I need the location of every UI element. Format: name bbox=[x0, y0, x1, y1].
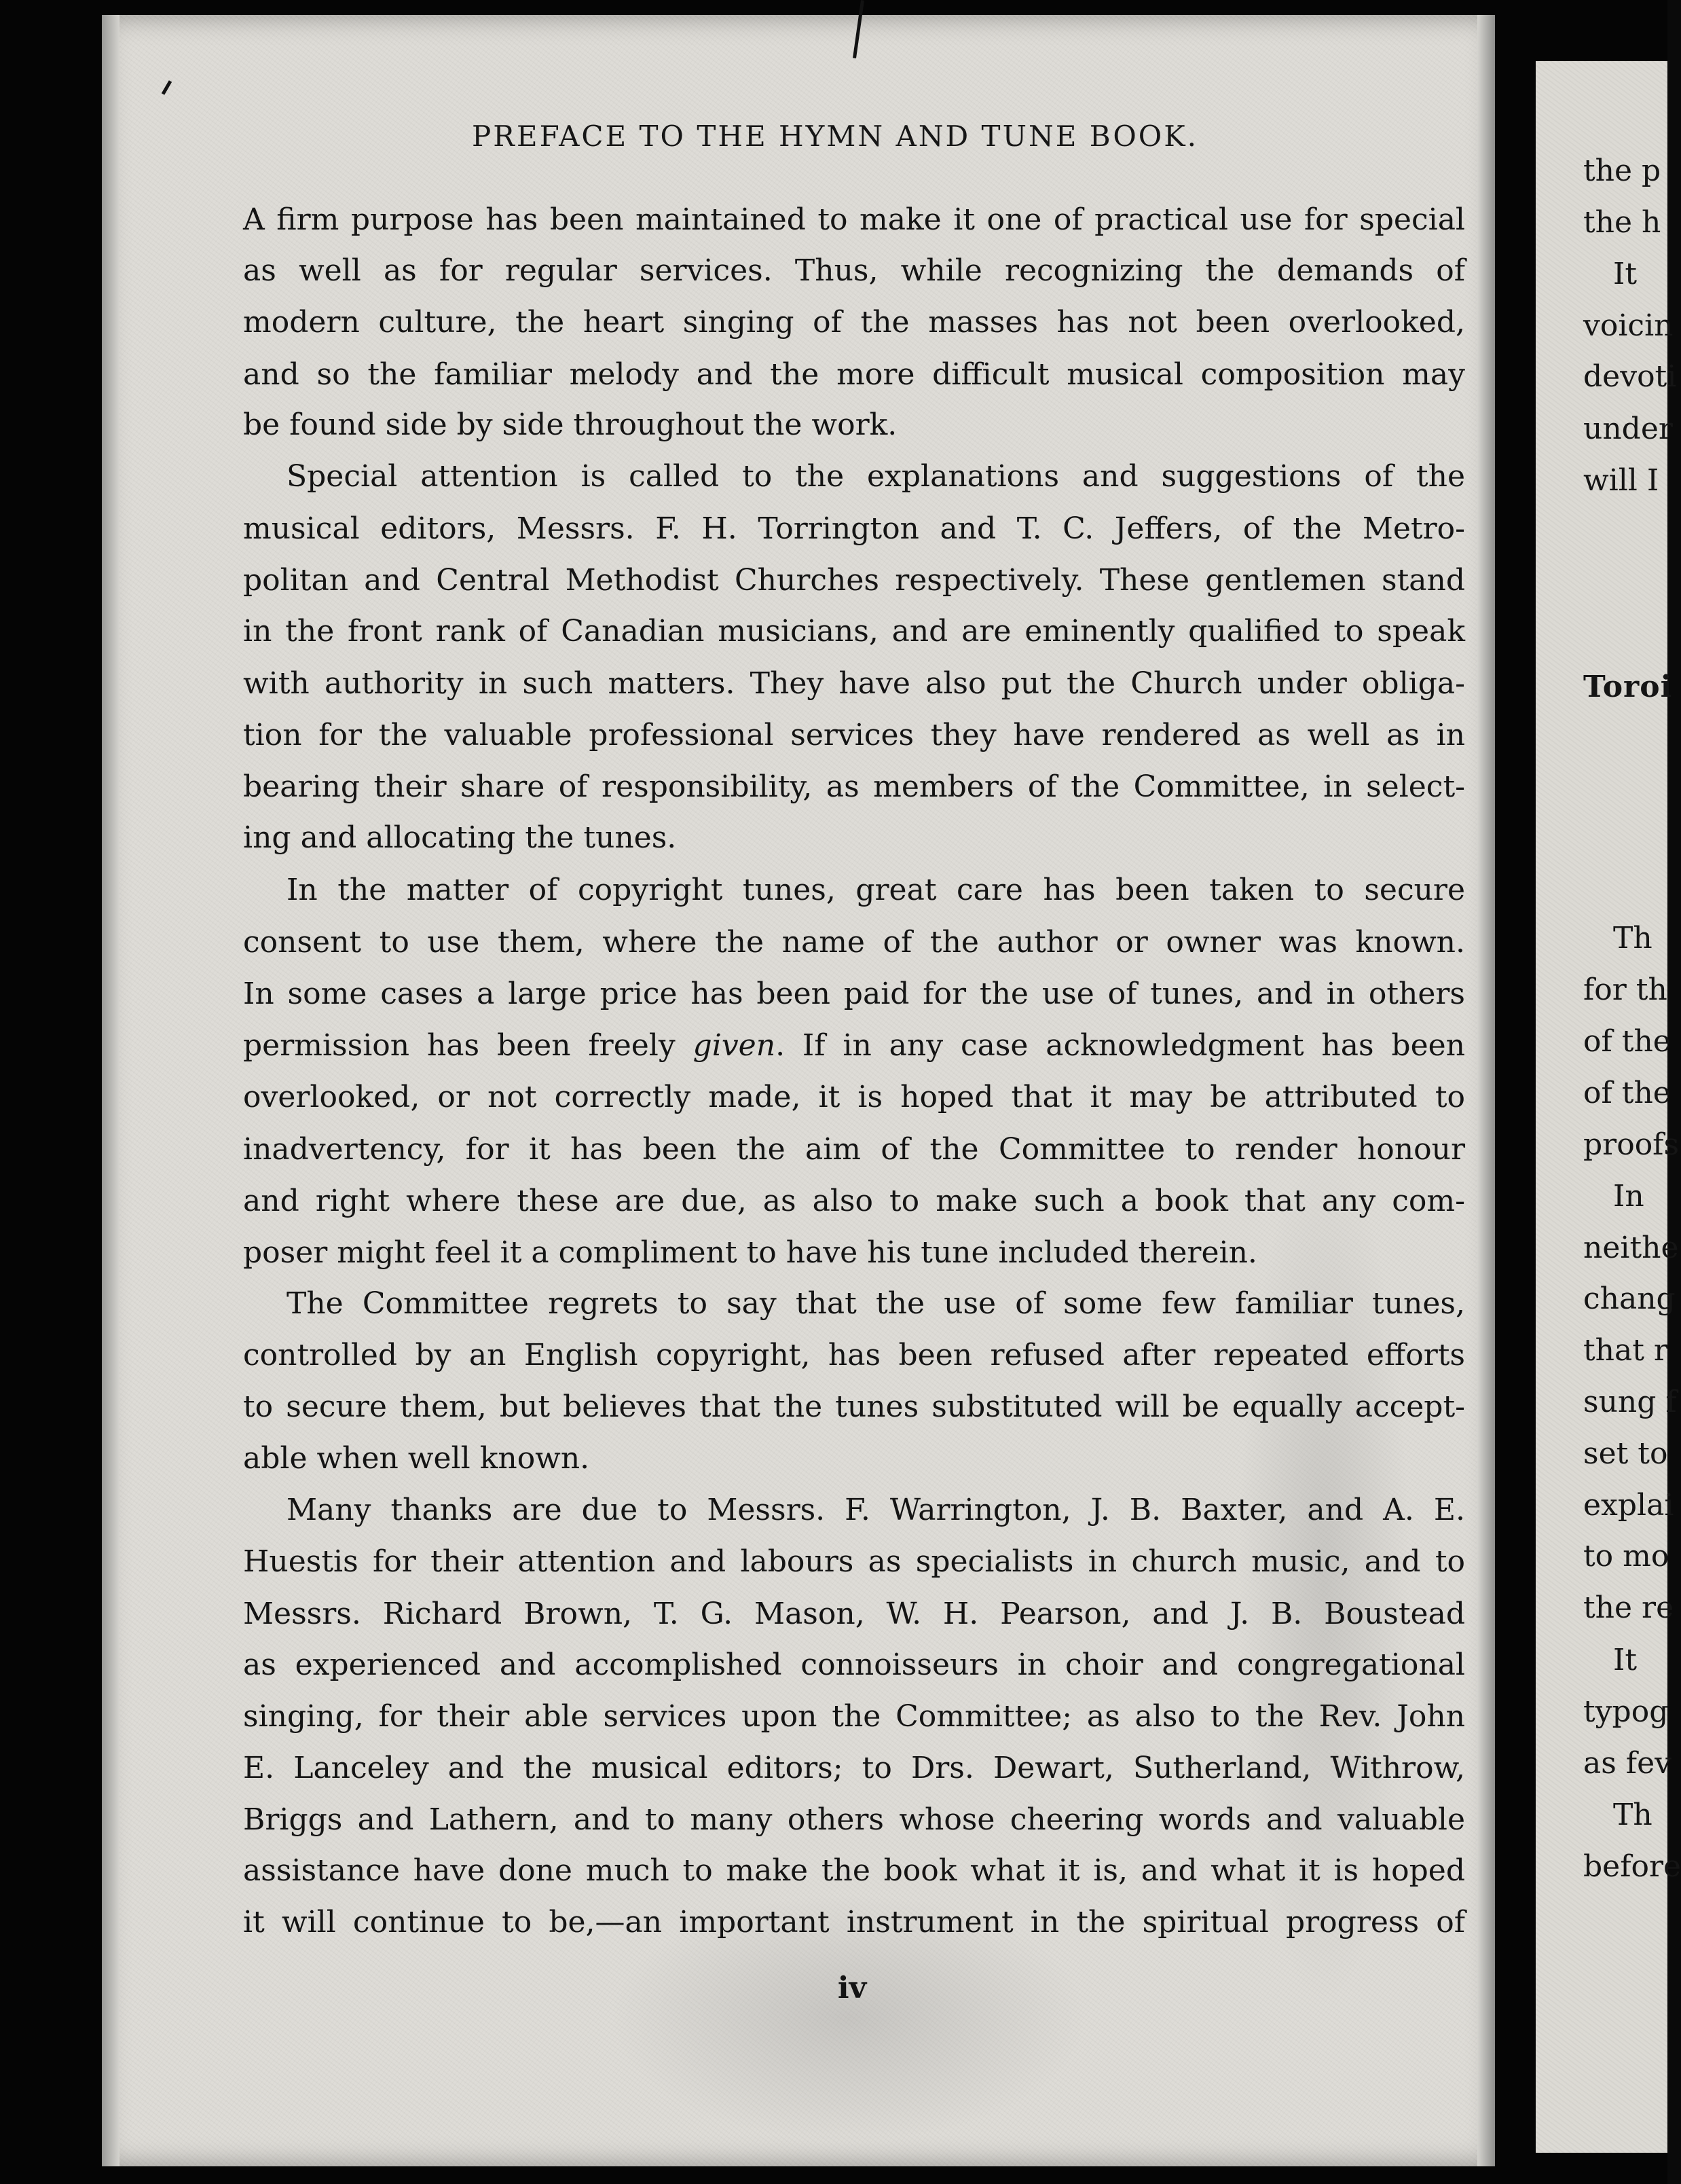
facing-page-text: sung f bbox=[1583, 1385, 1677, 1419]
page-number: iv bbox=[837, 1971, 867, 2005]
text-line: and right where these are due, as also to make such a book that any com- bbox=[243, 1184, 1465, 1218]
text-line: A firm purpose has been maintained to make it one of practical use for special bbox=[243, 202, 1465, 237]
text-line: Huestis for their attention and labours as specialists in church music, and to bbox=[243, 1544, 1465, 1579]
facing-page-text: under bbox=[1583, 412, 1673, 446]
text-line: E. Lanceley and the musical editors; to Drs. Dewart, Sutherland, Withrow, bbox=[243, 1751, 1465, 1785]
text-line: it will continue to be,—an important instrument in the spiritual progress of bbox=[243, 1905, 1465, 1940]
text-line: inadvertency, for it has been the aim of the Committee to render honour bbox=[243, 1132, 1465, 1167]
facing-page-text: for th bbox=[1583, 972, 1667, 1007]
text-line: Many thanks are due to Messrs. F. Warrington, J. B. Baxter, and A. E. bbox=[287, 1493, 1465, 1527]
page-edge-right bbox=[1477, 15, 1495, 2166]
facing-page-text: that r bbox=[1583, 1333, 1668, 1368]
facing-page-text: before bbox=[1583, 1849, 1681, 1884]
text-line: permission has been freely given. If in any case acknowledgment has been bbox=[243, 1028, 1466, 1063]
text-line: overlooked, or not correctly made, it is hoped that it may be attributed to bbox=[243, 1080, 1465, 1114]
text-line: to secure them, but believes that the tunes substituted will be equally accept- bbox=[243, 1389, 1465, 1424]
facing-page-text: Th bbox=[1613, 1798, 1652, 1832]
page-edge-left bbox=[102, 15, 119, 2166]
facing-page-fragment bbox=[1536, 61, 1681, 2153]
text-line: and so the familiar melody and the more difficult musical composition may bbox=[243, 357, 1465, 392]
page-heading: PREFACE TO THE HYMN AND TUNE BOOK. bbox=[472, 120, 1198, 153]
facing-page-text: Th bbox=[1613, 921, 1652, 956]
facing-page-text: neithe bbox=[1583, 1231, 1679, 1265]
text-line: as well as for regular services. Thus, while recognizing the demands of bbox=[243, 253, 1465, 288]
text-line: Briggs and Lathern, and to many others whose cheering words and valuable bbox=[243, 1802, 1465, 1837]
text-line: as experienced and accomplished connoisseurs in choir and congregational bbox=[243, 1648, 1465, 1682]
facing-page-text: the re bbox=[1583, 1590, 1674, 1625]
text-line: assistance have done much to make the book what it is, and what it is hoped bbox=[243, 1853, 1465, 1888]
text-line: with authority in such matters. They have also put the Church under obliga- bbox=[243, 666, 1465, 701]
facing-page-text: chang bbox=[1583, 1281, 1676, 1316]
text-line: in the front rank of Canadian musicians, and are eminently qualified to speak bbox=[243, 614, 1465, 649]
text-line: modern culture, the heart singing of the masses has not been overlooked, bbox=[243, 305, 1465, 340]
facing-page-text: set to bbox=[1583, 1436, 1668, 1471]
text-line: able when well known. bbox=[243, 1441, 590, 1476]
facing-page-text: of the bbox=[1583, 1076, 1671, 1110]
facing-page-text: It bbox=[1613, 1643, 1638, 1677]
text-line: The Committee regrets to say that the use of some few familiar tunes, bbox=[287, 1286, 1465, 1321]
facing-page-text: of the bbox=[1583, 1024, 1671, 1059]
facing-page-text: Toroi bbox=[1583, 670, 1673, 704]
text-line: Messrs. Richard Brown, T. G. Mason, W. H. Pearson, and J. B. Boustead bbox=[243, 1597, 1465, 1631]
text-line: controlled by an English copyright, has been refused after repeated efforts bbox=[243, 1338, 1465, 1372]
facing-page-text: proofs bbox=[1583, 1127, 1680, 1162]
text-line: bearing their share of responsibility, as members of the Committee, in select- bbox=[243, 769, 1465, 804]
text-line: be found side by side throughout the work. bbox=[243, 407, 898, 442]
facing-page-text: In bbox=[1613, 1179, 1644, 1214]
facing-page-text: the h bbox=[1583, 205, 1661, 240]
text-line: poser might feel it a compliment to have his tune included therein. bbox=[243, 1235, 1257, 1270]
facing-page-text: will I bbox=[1583, 463, 1659, 498]
text-line: musical editors, Messrs. F. H. Torrington and T. C. Jeffers, of the Metro- bbox=[243, 511, 1465, 546]
text-line: In the matter of copyright tunes, great care has been taken to secure bbox=[287, 873, 1465, 907]
facing-page-text: voicin bbox=[1583, 308, 1674, 343]
facing-page-text: devoti bbox=[1583, 359, 1677, 394]
emphasis-given: given bbox=[692, 1028, 776, 1063]
facing-page-text: as fev bbox=[1583, 1746, 1671, 1781]
facing-page-text: to mo bbox=[1583, 1539, 1669, 1573]
text-line: In some cases a large price has been paid for the use of tunes, and in others bbox=[243, 977, 1465, 1011]
facing-page-text: the p bbox=[1583, 153, 1661, 188]
text-line: tion for the valuable professional services they have rendered as well as in bbox=[243, 718, 1465, 752]
text-line: consent to use them, where the name of the author or owner was known. bbox=[243, 925, 1465, 960]
facing-page-text: explai bbox=[1583, 1488, 1674, 1523]
text-line: singing, for their able services upon the Committee; as also to the Rev. John bbox=[243, 1699, 1465, 1734]
facing-page-text: It bbox=[1613, 257, 1638, 291]
facing-page-text: typog bbox=[1583, 1694, 1669, 1729]
text-line: Special attention is called to the explanations and suggestions of the bbox=[287, 459, 1465, 494]
text-line: politan and Central Methodist Churches respectively. These gentlemen stand bbox=[243, 563, 1465, 598]
text-line: ing and allocating the tunes. bbox=[243, 820, 677, 855]
